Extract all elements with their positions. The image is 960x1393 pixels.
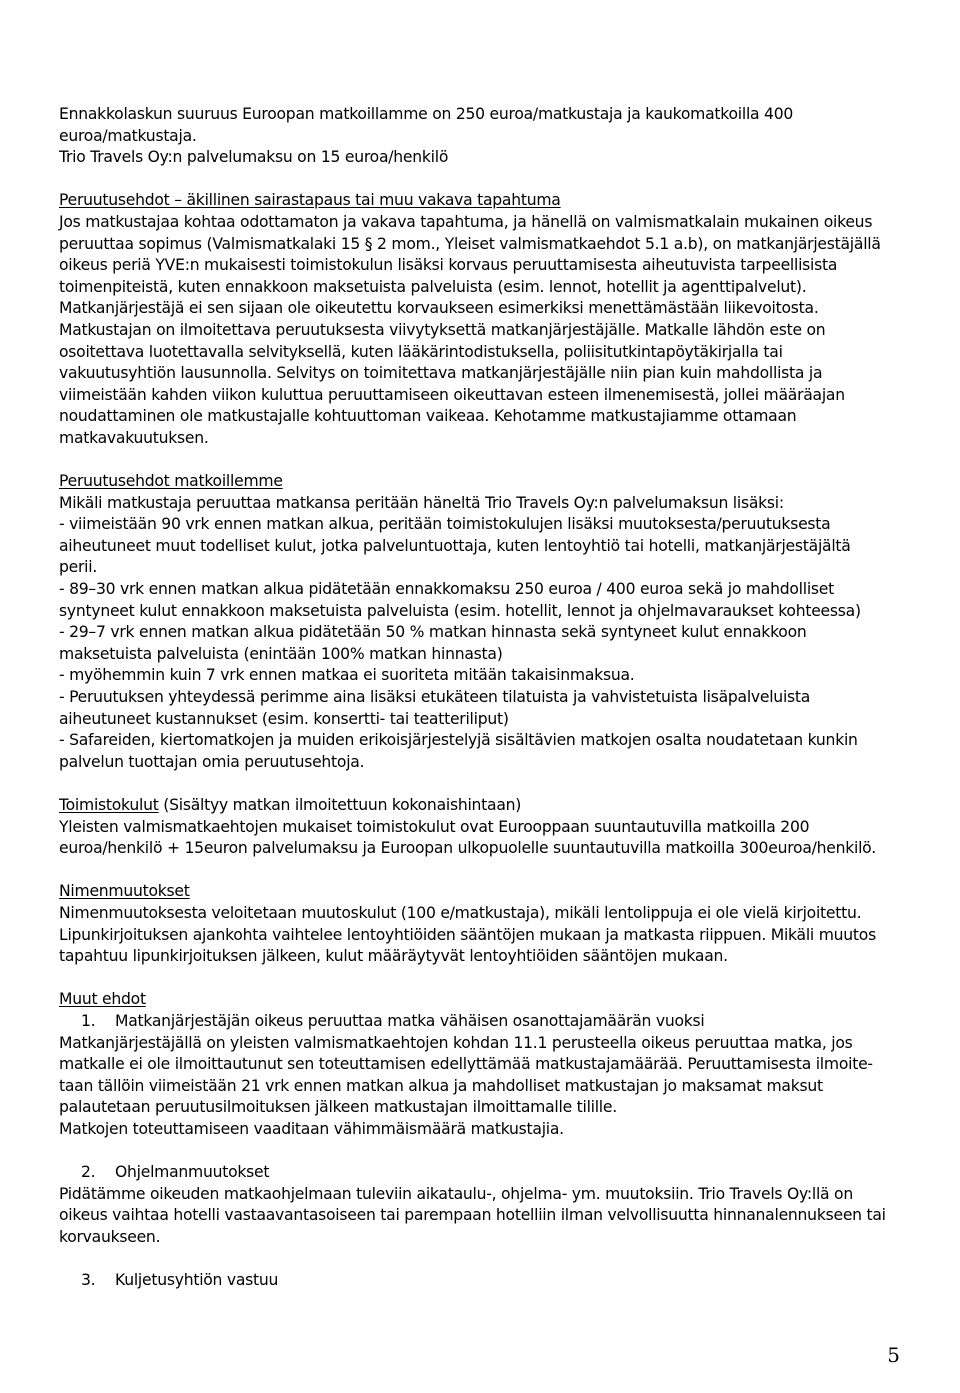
text-line: noudattaminen ole matkustajalle kohtuuttoman vaikeaa. Kehotamme matkustajiamme ottamaan <box>59 407 797 426</box>
text-line: oikeus periä YVE:n mukaisesti toimistokulun lisäksi korvaus peruuttamisesta aiheutuvista tarpeellisista <box>59 256 838 275</box>
text-line: osoitettava luotettavalla selvityksellä, kuten lääkärintodistuksella, poliisitutkintapöytäkirjalla tai <box>59 342 783 361</box>
text-line: Jos matkustajaa kohtaa odottamaton ja vakava tapahtuma, ja hänellä on valmismatkalain mukainen oikeus <box>59 212 873 231</box>
text-line: Trio Travels Oy:n palvelumaksu on 15 euroa/henkilö <box>59 148 449 167</box>
text-line: viimeistään kahden viikon kuluttua peruuttamiseen oikeuttavan esteen ilmenemisestä, jollei määräajan <box>59 385 845 404</box>
section-heading: Peruutusehdot matkoillemme <box>59 472 283 491</box>
text-line: - 89–30 vrk ennen matkan alkua pidätetään ennakkomaksu 250 euroa / 400 euroa sekä jo mahdolliset <box>59 580 835 599</box>
section-other-terms <box>59 989 904 1291</box>
page-number: 5 <box>887 1343 900 1367</box>
text-line: Matkojen toteuttamiseen vaaditaan vähimmäismäärä matkustajia. <box>59 1119 564 1138</box>
text-line: oikeus vaihtaa hotelli vastaavantasoiseen tai parempaan hotelliin ilman velvollisuutta hinnanalennukseen tai <box>59 1206 886 1225</box>
text-line: aiheutuneet kustannukset (esim. konsertti- tai teatteriliput) <box>59 709 509 728</box>
text-line: Matkanjärjestäjä ei sen sijaan ole oikeutettu korvaukseen esimerkiksi menettämästään liikevoitosta. <box>59 299 819 318</box>
section-name-changes <box>59 881 904 967</box>
text-line: matkavakuutuksen. <box>59 428 209 447</box>
text-line: palvelun tuottajan omia peruutusehtoja. <box>59 752 365 771</box>
numbered-item-title: 3. Kuljetusyhtiön vastuu <box>81 1271 279 1290</box>
text-line: Yleisten valmismatkaehtojen mukaiset toimistokulut ovat Eurooppaan suuntautuvilla matkoilla 200 <box>59 817 810 836</box>
text-line: Nimenmuutoksesta veloitetaan muutoskulut (100 e/matkustaja), mikäli lentolippuja ei ole vielä kirjoitettu. <box>59 903 862 922</box>
section-cancellation-illness <box>59 190 904 449</box>
section-heading: Nimenmuutokset <box>59 882 190 901</box>
section-heading: Muut ehdot <box>59 990 146 1009</box>
text-line: maksetuista palveluista (enintään 100% matkan hinnasta) <box>59 644 503 663</box>
section-cancellation-terms <box>59 471 904 773</box>
text-line: Ennakkolaskun suuruus Euroopan matkoillamme on 250 euroa/matkustaja ja kaukomatkoilla 400 <box>59 105 794 123</box>
text-line: perii. <box>59 558 98 577</box>
text-line: palautetaan peruutusilmoituksen jälkeen matkustajan ilmoittamalle tilille. <box>59 1098 617 1117</box>
text-line: - Peruutuksen yhteydessä perimme aina lisäksi etukäteen tilatuista ja vahvistetuista lisäpalveluista <box>59 688 811 707</box>
text-line: - 29–7 vrk ennen matkan alkua pidätetään 50 % matkan hinnasta sekä syntyneet kulut ennakkoon <box>59 623 807 642</box>
numbered-item-title: 2. Ohjelmanmuutokset <box>81 1163 270 1182</box>
text-line: euroa/henkilö + 15euron palvelumaksu ja Euroopan ulkopuolelle suuntautuvilla matkoilla 300euroa/henkilö. <box>59 839 876 858</box>
text-line: Pidätämme oikeuden matkaohjelmaan tuleviin aikataulu-, ohjelma- ym. muutoksiin. Trio Travels Oy:llä on <box>59 1184 853 1203</box>
text-line: vakuutusyhtiön lausunnolla. Selvitys on toimitettava matkanjärjestäjälle niin pian kuin mahdollista ja <box>59 364 823 383</box>
section-heading: Peruutusehdot – äkillinen sairastapaus tai muu vakava tapahtuma <box>59 191 561 210</box>
text-line: euroa/matkustaja. <box>59 126 197 145</box>
text-line: peruuttaa sopimus (Valmismatkalaki 15 § 2 mom., Yleiset valmismatkaehdot 5.1 a.b), on matkanjärjestäjällä <box>59 234 881 253</box>
text-line: toimenpiteistä, kuten ennakkoon maksetuista palveluista (esim. lennot, hotellit ja agenttipalvelut). <box>59 277 807 296</box>
text-line: - Safareiden, kiertomatkojen ja muiden erikoisjärjestelyjä sisältävien matkojen osalta noudatetaan kunkin <box>59 731 858 750</box>
section-heading-row <box>59 795 904 817</box>
section-office-fees <box>59 795 904 860</box>
text-line: matkalle ei ole ilmoittautunut sen toteuttamisen edellyttämää matkustajamäärää. Peruuttamisesta ilmoite- <box>59 1055 873 1074</box>
text-line: - myöhemmin kuin 7 vrk ennen matkaa ei suoriteta mitään takaisinmaksua. <box>59 666 635 685</box>
section-heading-suffix: (Sisältyy matkan ilmoitettuun kokonaishintaan) <box>158 796 522 814</box>
text-line: Matkustajan on ilmoitettava peruutuksesta viivytyksettä matkanjärjestäjälle. Matkalle lähdön este on <box>59 320 826 339</box>
text-line: tapahtuu lipunkirjoituksen jälkeen, kulut määräytyvät lentoyhtiöiden sääntöjen mukaan. <box>59 947 728 966</box>
numbered-item-title: 1. Matkanjärjestäjän oikeus peruuttaa matka vähäisen osanottajamäärän vuoksi <box>81 1011 705 1030</box>
text-line: aiheutuneet muut todelliset kulut, jotka palveluntuottaja, kuten lentoyhtiö tai hotelli, matkanjärjestäjältä <box>59 536 851 555</box>
text-line: korvaukseen. <box>59 1227 161 1246</box>
text-line: - viimeistään 90 vrk ennen matkan alkua, peritään toimistokulujen lisäksi muutoksesta/peruutuksesta <box>59 515 831 534</box>
text-line: Matkanjärjestäjällä on yleisten valmismatkaehtojen kohdan 11.1 perusteella oikeus peruuttaa matka, jos <box>59 1033 853 1052</box>
section-heading: Toimistokulut <box>59 796 159 814</box>
intro-paragraph <box>59 104 904 169</box>
text-line: syntyneet kulut ennakkoon maksetuista palveluista (esim. hotellit, lennot ja ohjelmavaraukset kohteessa) <box>59 601 861 620</box>
document-page <box>59 104 904 1292</box>
text-line: taan tällöin viimeistään 21 vrk ennen matkan alkua ja mahdolliset matkustajan jo maksamat maksut <box>59 1076 823 1095</box>
text-line: Mikäli matkustaja peruuttaa matkansa peritään häneltä Trio Travels Oy:n palvelumaksun lisäksi: <box>59 493 784 512</box>
text-line: Lipunkirjoituksen ajankohta vaihtelee lentoyhtiöiden sääntöjen mukaan ja matkasta riippuen. Mikäli muutos <box>59 925 876 944</box>
